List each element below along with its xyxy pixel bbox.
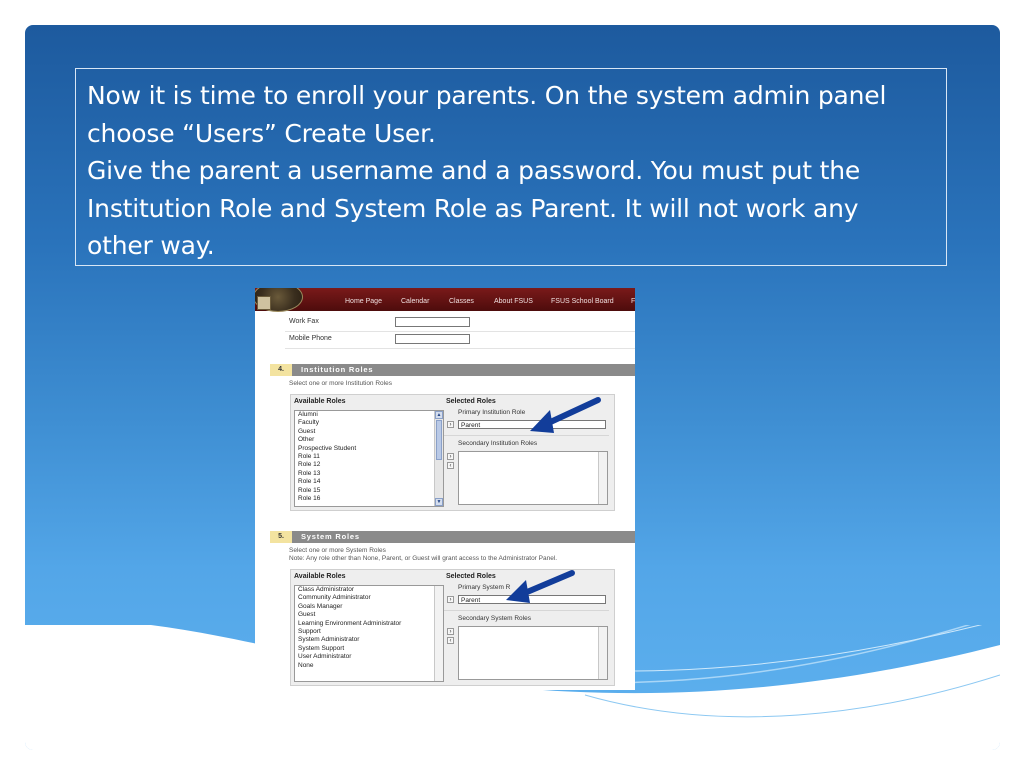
primary-institution-role-label: Primary Institution Role	[458, 409, 526, 416]
instruction-line-2: choose “Users” Create User.	[87, 118, 436, 148]
institution-role-option[interactable]: Role 11	[298, 453, 320, 461]
institution-roles-subtitle: Select one or more Institution Roles	[289, 380, 392, 387]
scroll-up-icon[interactable]: ▲	[436, 412, 442, 418]
embedded-screenshot	[255, 288, 635, 690]
secondary-institution-roles-label: Secondary Institution Roles	[458, 440, 538, 447]
nav-item-cut-off[interactable]: F	[631, 298, 635, 305]
blue-arrow-icon	[520, 392, 610, 436]
system-roles-note: Note: Any role other than None, Parent, or Guest will grant access to the Administrator Panel.	[289, 555, 558, 562]
instruction-textbox	[75, 68, 947, 266]
system-available-roles-list[interactable]	[294, 585, 444, 682]
selected-roles-label: Selected Roles	[446, 398, 496, 405]
nav-home-page[interactable]: Home Page	[345, 298, 382, 305]
institution-role-option[interactable]: Alumni	[298, 411, 318, 418]
nav-fsus-school-board[interactable]: FSUS School Board	[551, 298, 614, 305]
selected-roles-label: Selected Roles	[446, 573, 496, 580]
system-role-option[interactable]: Goals Manager	[298, 602, 343, 610]
scrollbar[interactable]	[598, 627, 607, 679]
move-right-icon[interactable]: ›	[447, 628, 454, 635]
primary-institution-role-field[interactable]: Parent	[458, 420, 606, 429]
system-role-option[interactable]: None	[298, 661, 314, 669]
scrollbar[interactable]	[434, 411, 443, 506]
scrollbar[interactable]	[598, 452, 607, 504]
system-roles-subtitle: Select one or more System Roles	[289, 547, 386, 554]
instruction-line-3: Give the parent a username and a password. You must put the	[87, 156, 861, 185]
work-fax-input[interactable]	[395, 317, 470, 327]
instruction-line-1: Now it is time to enroll your parents. On the system admin panel	[87, 81, 887, 110]
section-title: Institution Roles	[301, 365, 374, 374]
move-left-icon[interactable]: ‹	[447, 462, 454, 469]
secondary-system-roles-label: Secondary System Roles	[458, 615, 531, 622]
institution-available-roles-list[interactable]	[294, 410, 444, 507]
nav-calendar[interactable]: Calendar	[401, 298, 430, 305]
divider	[285, 348, 635, 349]
blue-arrow-icon	[498, 566, 584, 606]
top-nav-bar	[255, 288, 635, 311]
mobile-phone-label: Mobile Phone	[289, 335, 332, 342]
instruction-line-5: other way.	[87, 231, 215, 260]
institution-role-option[interactable]: Prospective Student	[298, 444, 357, 452]
institution-roles-header	[270, 364, 635, 376]
system-role-option[interactable]: Community Administrator	[298, 594, 371, 602]
system-role-option[interactable]: Class Administrator	[298, 586, 354, 593]
institution-role-option[interactable]: Other	[298, 436, 315, 444]
available-roles-label: Available Roles	[294, 573, 346, 580]
scrollbar[interactable]	[434, 586, 443, 681]
institution-role-option[interactable]: Role 12	[298, 461, 321, 469]
institution-role-option[interactable]: Role 14	[298, 478, 321, 486]
secondary-institution-roles-list[interactable]	[458, 451, 608, 505]
system-roles-header	[270, 531, 635, 543]
instruction-line-4: Institution Role and System Role as Parent. It will not work any	[87, 193, 859, 223]
institution-role-option[interactable]: Role 16	[298, 495, 321, 503]
work-fax-label: Work Fax	[289, 318, 319, 325]
primary-system-role-label: Primary System R	[458, 584, 511, 591]
system-role-option[interactable]: System Administrator	[298, 636, 360, 644]
divider	[444, 610, 609, 611]
move-left-icon[interactable]: ‹	[447, 637, 454, 644]
divider	[285, 331, 635, 332]
available-roles-label: Available Roles	[294, 398, 346, 405]
system-role-option[interactable]: User Administrator	[298, 653, 352, 661]
section-number: 4.	[270, 364, 292, 376]
section-title: System Roles	[301, 532, 360, 541]
instruction-text	[76, 69, 946, 265]
scroll-thumb[interactable]	[436, 420, 442, 460]
nav-about-fsus[interactable]: About FSUS	[494, 298, 533, 305]
move-right-icon[interactable]: ›	[447, 596, 454, 603]
nav-classes[interactable]: Classes	[449, 298, 474, 305]
institution-role-option[interactable]: Guest	[298, 427, 316, 435]
home-square-icon[interactable]	[257, 296, 271, 310]
institution-role-option[interactable]: Faculty	[298, 419, 319, 427]
system-role-option[interactable]: Support	[298, 628, 321, 636]
system-role-option[interactable]: Guest	[298, 611, 316, 619]
institution-role-option[interactable]: Role 15	[298, 486, 321, 494]
mobile-phone-input[interactable]	[395, 334, 470, 344]
scroll-down-icon[interactable]: ▼	[436, 499, 442, 505]
section-number: 5.	[270, 531, 292, 543]
system-role-option[interactable]: System Support	[298, 644, 345, 652]
move-right-icon[interactable]: ›	[447, 421, 454, 428]
primary-system-role-field[interactable]: Parent	[458, 595, 606, 604]
institution-role-option[interactable]: Role 13	[298, 469, 321, 477]
secondary-system-roles-list[interactable]	[458, 626, 608, 680]
system-role-option[interactable]: Learning Environment Administrator	[298, 619, 402, 627]
move-right-icon[interactable]: ›	[447, 453, 454, 460]
